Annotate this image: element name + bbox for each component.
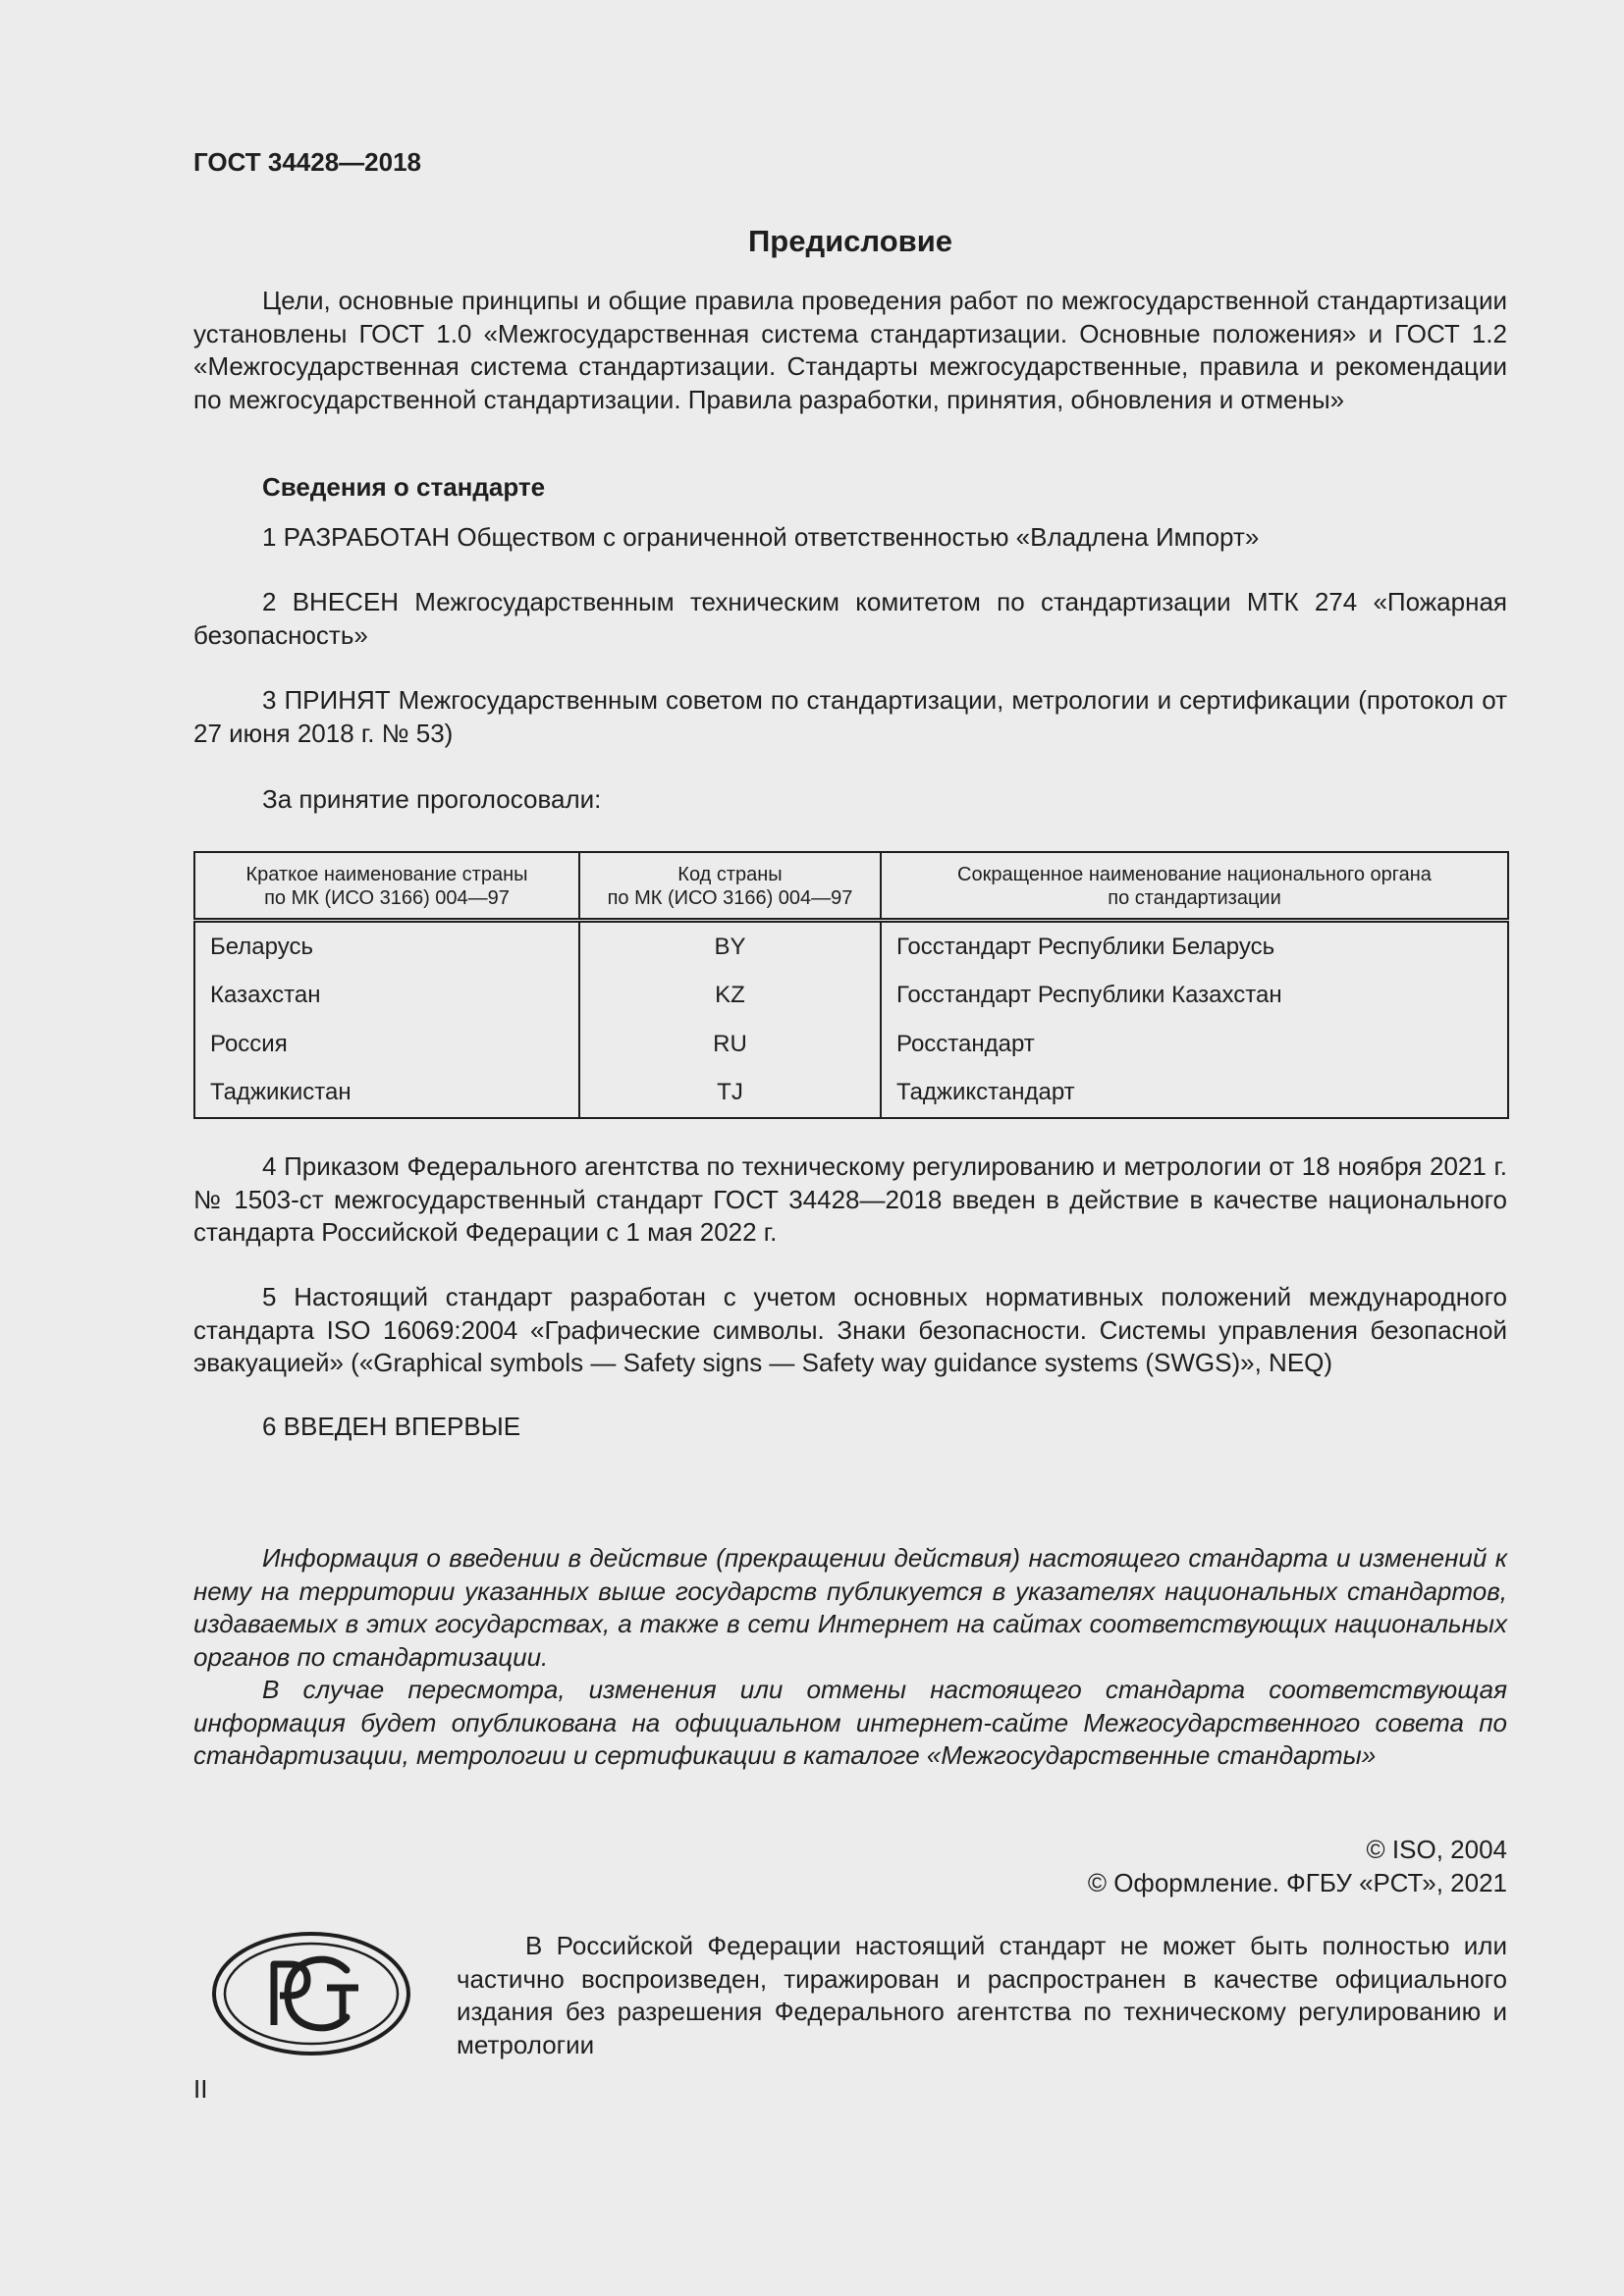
country-code-cell: RU	[579, 1020, 881, 1069]
item-4: 4 Приказом Федерального агентства по техническому регулированию и метрологии от 18 ноября 2021 г. № 1503-ст межгосударственный стандарт ГОСТ 34428—2018 введен в действие в качестве национального стандарта Российской Федерации с 1 мая 2022 г.	[193, 1151, 1507, 1247]
intro-paragraph: Цели, основные принципы и общие правила проведения работ по межгосударственной стандартизации установлены ГОСТ 1.0 «Межгосударственная система стандартизации. Основные положения» и ГОСТ 1.2 «Межгосударственная система стандартизации. Стандарты межгосударственные, правила и рекомендации по межгосударственной стандартизации. Правила разработки, принятия, обновления и отмены»	[193, 286, 1507, 414]
standards-body-cell: Таджикстандарт	[896, 1079, 1075, 1106]
country-name-cell: Беларусь	[194, 921, 579, 972]
item-6: 6 ВВЕДЕН ВПЕРВЫЕ	[262, 1412, 521, 1441]
header-country-name: Краткое наименование страны по МК (ИСО 3166) 004—97	[194, 852, 579, 921]
standards-body-cell: Госстандарт Республики Беларусь	[896, 933, 1275, 960]
rf-reproduction-note: В Российской Федерации настоящий стандарт не может быть полностью или частично воспроизведен, тиражирован и распространен в качестве официального издания без разрешения Федерального агентства по техническому регулированию и метрологии	[457, 1931, 1507, 2059]
rst-certification-mark-icon	[211, 1931, 411, 2061]
table-row	[194, 921, 1508, 972]
copyright-block	[193, 1833, 1507, 1899]
page-title: Предисловие	[747, 224, 952, 258]
note-1: Информация о введении в действие (прекращении действия) настоящего стандарта и изменений к нему на территории указанных выше государств публикуется в указателях национальных стандартов, издаваемых в этих государствах, а также в сети Интернет на сайтах соответствующих национальных органов по стандартизации.	[193, 1543, 1507, 1672]
info-heading: Сведения о стандарте	[262, 472, 546, 502]
table-header-row	[194, 852, 1508, 921]
item-1: 1 РАЗРАБОТАН Обществом с ограниченной ответственностью «Владлена Импорт»	[262, 522, 1260, 552]
standards-body-cell: Госстандарт Республики Казахстан	[896, 982, 1282, 1009]
country-name-cell: Казахстан	[194, 972, 579, 1021]
standards-body-cell: Росстандарт	[896, 1030, 1035, 1057]
item-2: 2 ВНЕСЕН Межгосударственным техническим комитетом по стандартизации МТК 274 «Пожарная безопасность»	[193, 587, 1507, 650]
table-row	[194, 1069, 1508, 1119]
header-standards-body: Сокращенное наименование национального органа по стандартизации	[881, 852, 1508, 921]
table-row	[194, 972, 1508, 1021]
country-code-cell: BY	[579, 921, 881, 972]
item-5: 5 Настоящий стандарт разработан с учетом основных нормативных положений международного стандарта ISO 16069:2004 «Графические символы. Знаки безопасности. Системы управления безопасной эвакуацией» («Graphical symbols — Safety signs — Safety way guidance systems (SWGS)», NEQ)	[193, 1282, 1507, 1377]
voted-label: За принятие проголосовали:	[262, 784, 602, 814]
document-code: ГОСТ 34428—2018	[193, 147, 421, 177]
country-name-cell: Таджикистан	[194, 1069, 579, 1119]
note-2: В случае пересмотра, изменения или отмены настоящего стандарта соответствующая информация будет опубликована на официальном интернет-сайте Межгосударственного совета по стандартизации, метрологии и сертификации в каталоге «Межгосударственные стандарты»	[193, 1675, 1507, 1770]
country-code-cell: KZ	[579, 972, 881, 1021]
item-3: 3 ПРИНЯТ Межгосударственным советом по стандартизации, метрологии и сертификации (протокол от 27 июня 2018 г. № 53)	[193, 685, 1507, 748]
page-number: II	[193, 2074, 208, 2104]
voting-table	[193, 851, 1509, 1119]
table-row	[194, 1020, 1508, 1069]
copyright-iso: © ISO, 2004	[1366, 1835, 1507, 1864]
country-name-cell: Россия	[194, 1020, 579, 1069]
country-code-cell: TJ	[579, 1069, 881, 1119]
header-country-code: Код страны по МК (ИСО 3166) 004—97	[579, 852, 881, 921]
copyright-rst: © Оформление. ФГБУ «РСТ», 2021	[1087, 1868, 1507, 1897]
